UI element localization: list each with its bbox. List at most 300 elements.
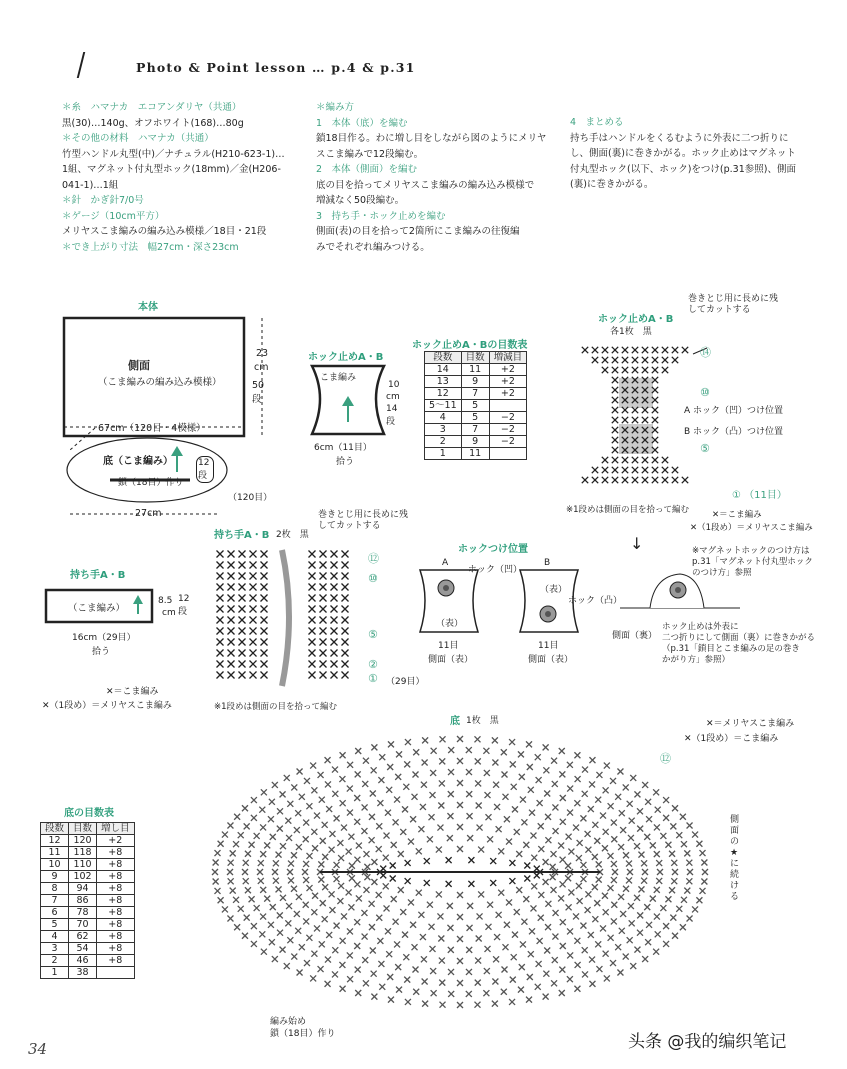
stitch-mark <box>303 902 309 908</box>
stitch-mark <box>662 457 668 463</box>
stitch-mark <box>520 941 526 947</box>
stitch-mark <box>623 852 629 858</box>
stitch-mark <box>637 826 643 832</box>
stitch-mark <box>403 784 409 790</box>
stitch-mark <box>504 816 510 822</box>
stitch-mark <box>538 915 544 921</box>
stitch-mark <box>402 932 408 938</box>
stitch-mark <box>320 551 327 558</box>
stitch-mark <box>589 781 595 787</box>
body-height-unit: cm <box>254 362 269 373</box>
stitch-mark <box>612 869 618 875</box>
stitch-mark <box>538 892 544 898</box>
stitch-mark <box>385 810 391 816</box>
stitch-mark <box>466 947 472 953</box>
hook-table-row <box>425 376 527 388</box>
stitch-mark <box>296 844 302 850</box>
stitch-mark <box>228 628 235 635</box>
hook-table-header: 目数 <box>461 352 489 364</box>
stitch-mark <box>309 584 316 591</box>
stitch-mark <box>567 786 573 792</box>
stitch-mark <box>476 936 482 942</box>
stitch-mark <box>311 829 317 835</box>
stitch-mark <box>665 896 671 902</box>
gauge-body: メリヤスこま編みの編み込み模様／18目・21段 <box>62 226 267 237</box>
stitch-mark <box>269 799 275 805</box>
stitch-mark <box>602 893 608 899</box>
stitch-mark <box>355 990 361 996</box>
hook-table-row <box>425 400 527 412</box>
stitch-mark <box>660 905 666 911</box>
stitch-mark <box>280 895 286 901</box>
hook-table-cell: 5 <box>461 400 489 412</box>
stitch-mark <box>331 551 338 558</box>
stitch-mark <box>612 447 618 453</box>
stitch-mark <box>496 912 502 918</box>
stitch-mark <box>626 861 632 867</box>
stitch-mark <box>535 754 541 760</box>
bottom-table-row <box>41 871 135 883</box>
stitch-mark <box>371 994 377 1000</box>
bottom-rows: 12段 <box>196 456 214 483</box>
stitch-mark <box>644 904 650 910</box>
stitch-mark <box>234 814 240 820</box>
hook-chart-note: ※1段めは側面の目を拾って編む <box>566 505 690 515</box>
stitch-mark <box>483 748 489 754</box>
stitch-mark <box>475 780 481 786</box>
stitch-mark <box>228 661 235 668</box>
stitch-mark <box>228 617 235 624</box>
hook-row-14: ⑭ <box>700 346 711 359</box>
bottom-table-row <box>41 907 135 919</box>
stitch-mark <box>467 903 473 909</box>
stitch-mark <box>304 778 310 784</box>
stitch-mark <box>567 762 573 768</box>
stitch-mark <box>284 775 290 781</box>
stitch-mark <box>582 791 588 797</box>
stitch-mark <box>588 806 594 812</box>
stitch-mark <box>370 947 376 953</box>
hook-b-position: B ホック（凸）つけ位置 <box>684 427 784 437</box>
stitch-mark <box>534 866 540 872</box>
stitch-mark <box>589 957 595 963</box>
stitch-mark <box>334 876 340 882</box>
bottom-table-cell: +8 <box>97 943 135 955</box>
stitch-mark <box>320 672 327 679</box>
finish-text: し、側面(裏)に巻きかがる。ホック止めはマグネット <box>570 148 796 159</box>
hook-count-table <box>424 351 527 460</box>
stitch-mark <box>687 915 693 921</box>
stitch-mark <box>319 941 325 947</box>
stitch-mark <box>299 794 305 800</box>
stitch-mark <box>589 757 595 763</box>
hook-diagram-label: こま編み <box>320 373 357 383</box>
bottom-table-cell: +8 <box>97 931 135 943</box>
stitch-mark <box>594 838 600 844</box>
stitch-mark <box>670 915 676 921</box>
stitch-mark <box>377 938 383 944</box>
stitch-mark <box>519 964 525 970</box>
bottom-table-cell: +8 <box>97 895 135 907</box>
hook-table-cell <box>489 400 527 412</box>
stitch-mark <box>398 887 404 893</box>
hook-table-cell: +2 <box>489 364 527 376</box>
stitch-mark <box>287 937 293 943</box>
stitch-mark <box>273 860 279 866</box>
hook-a-position: A ホック（凹）つけ位置 <box>684 406 784 416</box>
stitch-mark <box>536 777 542 783</box>
stitch-mark <box>309 617 316 624</box>
stitch-mark <box>567 810 573 816</box>
stitch-mark <box>466 791 472 797</box>
stitch-mark <box>501 989 507 995</box>
bottom-table-cell <box>97 967 135 979</box>
stitch-mark <box>339 962 345 968</box>
finish-text: 付丸型ホック(以下、ホック)をつけ(p.31参照)、側面 <box>570 163 796 175</box>
stitch-mark <box>612 357 618 363</box>
stitch-mark <box>580 862 586 868</box>
stitch-mark <box>669 851 675 857</box>
bottom-table-cell: 5 <box>41 919 69 931</box>
handle-pick: 拾う <box>92 647 111 657</box>
hook-row-5: ⑤ <box>700 442 710 455</box>
hook-table-cell: 1 <box>425 448 462 460</box>
hook-pos-hook-a: ホック（凹） <box>468 565 523 575</box>
stitch-mark <box>700 850 706 856</box>
stitch-mark <box>349 863 355 869</box>
stitch-mark <box>422 978 428 984</box>
handle-chart-sub: 2枚 黒 <box>276 530 309 540</box>
stitch-mark <box>387 764 393 770</box>
stitch-mark <box>376 892 382 898</box>
stitch-mark <box>512 932 518 938</box>
bottom-table-row <box>41 895 135 907</box>
stitch-mark <box>629 818 635 824</box>
stitch-mark <box>320 606 327 613</box>
stitch-mark <box>342 595 349 602</box>
stitch-mark <box>261 650 268 657</box>
stitch-mark <box>412 966 418 972</box>
stitch-mark <box>642 782 648 788</box>
stitch-mark <box>217 617 224 624</box>
stitch-mark <box>530 833 536 839</box>
stitch-mark <box>602 347 608 353</box>
stitch-mark <box>490 858 496 864</box>
stitch-mark <box>477 913 483 919</box>
stitch-mark <box>228 551 235 558</box>
stitch-mark <box>408 839 414 845</box>
stitch-mark <box>387 974 393 980</box>
stitch-mark <box>347 786 353 792</box>
stitch-mark <box>213 860 219 866</box>
body-side-label: 側面 <box>128 359 150 372</box>
other-line: 竹型ハンドル丸型(中)／ナチュラル(H210-623-1)… <box>62 148 285 160</box>
stitch-mark <box>672 869 678 875</box>
stitch-mark <box>243 878 249 884</box>
stitch-mark <box>510 761 516 767</box>
stitch-mark <box>440 1002 446 1008</box>
bottom-table-row <box>41 847 135 859</box>
stitch-mark <box>662 347 668 353</box>
handle-row-5: ⑤ <box>368 628 378 641</box>
stitch-mark <box>632 347 638 353</box>
stitch-mark <box>551 887 557 893</box>
stitch-mark <box>437 913 443 919</box>
stitch-mark <box>509 878 515 884</box>
stitch-mark <box>280 843 286 849</box>
stitch-mark <box>250 551 257 558</box>
stitch-mark <box>680 814 686 820</box>
stitch-mark <box>492 978 498 984</box>
stitch-mark <box>652 347 658 353</box>
stitch-mark <box>646 816 652 822</box>
stitch-mark <box>380 866 386 872</box>
bottom-table-cell: +8 <box>97 871 135 883</box>
fold-note-line: （p.31「鎖目とこま編みの足の巻き <box>662 644 800 654</box>
stitch-mark <box>634 843 640 849</box>
stitch-mark <box>474 736 480 742</box>
stitch-mark <box>431 990 437 996</box>
stitch-mark <box>502 966 508 972</box>
stitch-mark <box>239 562 246 569</box>
stitch-mark <box>261 628 268 635</box>
stitch-mark <box>342 628 349 635</box>
stitch-mark <box>582 767 588 773</box>
stitch-mark <box>531 883 537 889</box>
stitch-mark <box>567 928 573 934</box>
fold-note-line: 二つ折りにして側面（裏）に巻きかがる <box>662 633 816 643</box>
stitch-mark <box>422 737 428 743</box>
bottom-table-row <box>41 835 135 847</box>
other-heading: ＊その他の材料 ハマナカ（共通） <box>62 133 214 144</box>
stitch-mark <box>394 797 400 803</box>
stitch-mark <box>338 883 344 889</box>
stitch-mark <box>347 762 353 768</box>
stitch-mark <box>619 810 625 816</box>
stitch-mark <box>610 778 616 784</box>
stitch-mark <box>696 897 702 903</box>
stitch-mark <box>537 800 543 806</box>
stitch-mark <box>446 857 452 863</box>
stitch-mark <box>559 748 565 754</box>
stitch-mark <box>509 860 515 866</box>
stitch-mark <box>309 672 316 679</box>
bottom-table-cell: 1 <box>41 967 69 979</box>
stitch-mark <box>354 943 360 949</box>
stitch-mark <box>485 946 491 952</box>
stitch-mark <box>272 869 278 875</box>
stitch-mark <box>574 752 580 758</box>
stitch-mark <box>217 606 224 613</box>
stitch-mark <box>585 847 591 853</box>
stitch-mark <box>558 895 564 901</box>
bottom-table-cell: 102 <box>69 871 97 883</box>
stitch-mark <box>592 357 598 363</box>
stitch-mark <box>376 846 382 852</box>
bottom-legend-1: ✕＝メリヤスこま編み <box>706 719 795 729</box>
stitch-mark <box>676 832 682 838</box>
stitch-mark <box>245 851 251 857</box>
stitch-mark <box>672 347 678 353</box>
stitch-mark <box>260 914 266 920</box>
stitch-mark <box>520 797 526 803</box>
stitch-mark <box>222 906 228 912</box>
hook-pos-count-b: 11目 <box>538 641 559 651</box>
stitch-mark <box>243 860 249 866</box>
stitch-mark <box>474 1002 480 1008</box>
stitch-mark <box>244 915 250 921</box>
stitch-mark <box>356 843 362 849</box>
stitch-mark <box>632 467 638 473</box>
hook-pos-b: B <box>544 558 551 568</box>
hook-chart-sub: 各1枚 黒 <box>610 327 652 337</box>
other-line: 041-1)…1組 <box>62 179 119 191</box>
hook-table-header: 増減目 <box>489 352 527 364</box>
stitch-mark <box>296 894 302 900</box>
body-side-sub: （こま編みの編み込み模様） <box>98 377 222 388</box>
stitch-mark <box>250 628 257 635</box>
stitch-mark <box>430 968 436 974</box>
stitch-mark <box>250 595 257 602</box>
stitch-mark <box>466 969 472 975</box>
stitch-mark <box>701 860 707 866</box>
stitch-mark <box>244 823 250 829</box>
stitch-mark <box>346 849 352 855</box>
stitch-mark <box>604 763 610 769</box>
stitch-mark <box>320 628 327 635</box>
stitch-mark <box>654 914 660 920</box>
stitch-mark <box>239 617 246 624</box>
hook-table-cell: 12 <box>425 388 462 400</box>
stitch-mark <box>692 832 698 838</box>
stitch-mark <box>603 951 609 957</box>
bottom-table-cell: +8 <box>97 859 135 871</box>
stitch-mark <box>558 843 564 849</box>
handle-legend-1: ✕＝こま編み <box>106 687 159 697</box>
stitch-mark <box>655 807 661 813</box>
stitch-mark <box>429 792 435 798</box>
stitch-mark <box>653 789 659 795</box>
stitch-mark <box>314 925 320 931</box>
down-arrow-icon: ↓ <box>630 534 644 553</box>
stitch-mark <box>637 808 643 814</box>
stitch-mark <box>250 584 257 591</box>
stitch-mark <box>217 639 224 646</box>
stitch-mark <box>642 869 648 875</box>
hook-width: 6cm（11目） <box>314 443 372 453</box>
stitch-mark <box>687 869 693 875</box>
bottom-table-cell: +2 <box>97 835 135 847</box>
stitch-mark <box>521 819 527 825</box>
stitch-mark <box>530 905 536 911</box>
stitch-mark <box>531 855 537 861</box>
page-header: Photo & Point lesson … p.4 & p.31 <box>136 60 416 75</box>
stitch-mark <box>303 820 309 826</box>
stitch-mark <box>326 806 332 812</box>
bottom-start: 編み始め <box>270 1017 307 1027</box>
bottom-row-12: ⑫ <box>660 752 671 765</box>
stitch-mark <box>311 951 317 957</box>
stitch-mark <box>669 887 675 893</box>
stitch-mark <box>362 781 368 787</box>
stitch-mark <box>429 924 435 930</box>
bottom-table-cell: 118 <box>69 847 97 859</box>
stitch-mark <box>410 816 416 822</box>
stitch-mark <box>623 954 629 960</box>
bottom-chart-sub: 1枚 黒 <box>466 716 499 726</box>
stitch-mark <box>448 769 454 775</box>
stitch-mark <box>634 895 640 901</box>
stitch-mark <box>439 758 445 764</box>
stitch-mark <box>577 840 583 846</box>
stitch-mark <box>421 782 427 788</box>
stitch-mark <box>261 672 268 679</box>
stitch-mark <box>485 792 491 798</box>
stitch-mark <box>612 387 618 393</box>
stitch-mark <box>332 791 338 797</box>
stitch-mark <box>320 562 327 569</box>
stitch-mark <box>405 739 411 745</box>
stitch-mark <box>239 595 246 602</box>
stitch-mark <box>518 987 524 993</box>
stitch-mark <box>543 879 549 885</box>
stitch-mark <box>348 904 354 910</box>
stitch-mark <box>320 650 327 657</box>
stitch-mark <box>303 861 309 867</box>
stitch-mark <box>615 794 621 800</box>
stitch-mark <box>270 904 276 910</box>
stitch-mark <box>684 888 690 894</box>
stitch-mark <box>418 912 424 918</box>
body-title: 本体 <box>138 302 158 313</box>
stitch-mark <box>457 980 463 986</box>
stitch-mark <box>573 825 579 831</box>
stitch-mark <box>600 813 606 819</box>
bottom-table-row <box>41 883 135 895</box>
stitch-mark <box>238 906 244 912</box>
stitch-mark <box>331 639 338 646</box>
stitch-mark <box>440 736 446 742</box>
stitch-mark <box>582 347 588 353</box>
stitch-mark <box>502 794 508 800</box>
method-block <box>316 100 546 255</box>
stitch-mark <box>331 628 338 635</box>
hook-table-cell: +2 <box>489 376 527 388</box>
bottom-table-header: 目数 <box>69 823 97 835</box>
stitch-mark <box>560 857 566 863</box>
stitch-mark <box>543 994 549 1000</box>
stitch-mark <box>410 922 416 928</box>
stitch-mark <box>509 739 515 745</box>
stitch-mark <box>611 820 617 826</box>
stitch-mark <box>589 981 595 987</box>
stitch-mark <box>596 861 602 867</box>
body-rows: 50段 <box>252 380 265 405</box>
finish-text: (裏)に巻きかがる。 <box>570 179 654 190</box>
hook-table-cell: 14 <box>425 364 462 376</box>
stitch-mark <box>478 891 484 897</box>
stitch-mark <box>490 880 496 886</box>
stitch-mark <box>632 357 638 363</box>
stitch-mark <box>270 834 276 840</box>
stitch-mark <box>485 924 491 930</box>
stitch-mark <box>680 924 686 930</box>
stitch-mark <box>239 573 246 580</box>
stitch-mark <box>310 763 316 769</box>
stitch-mark <box>523 896 529 902</box>
stitch-mark <box>509 999 515 1005</box>
stitch-mark <box>403 954 409 960</box>
